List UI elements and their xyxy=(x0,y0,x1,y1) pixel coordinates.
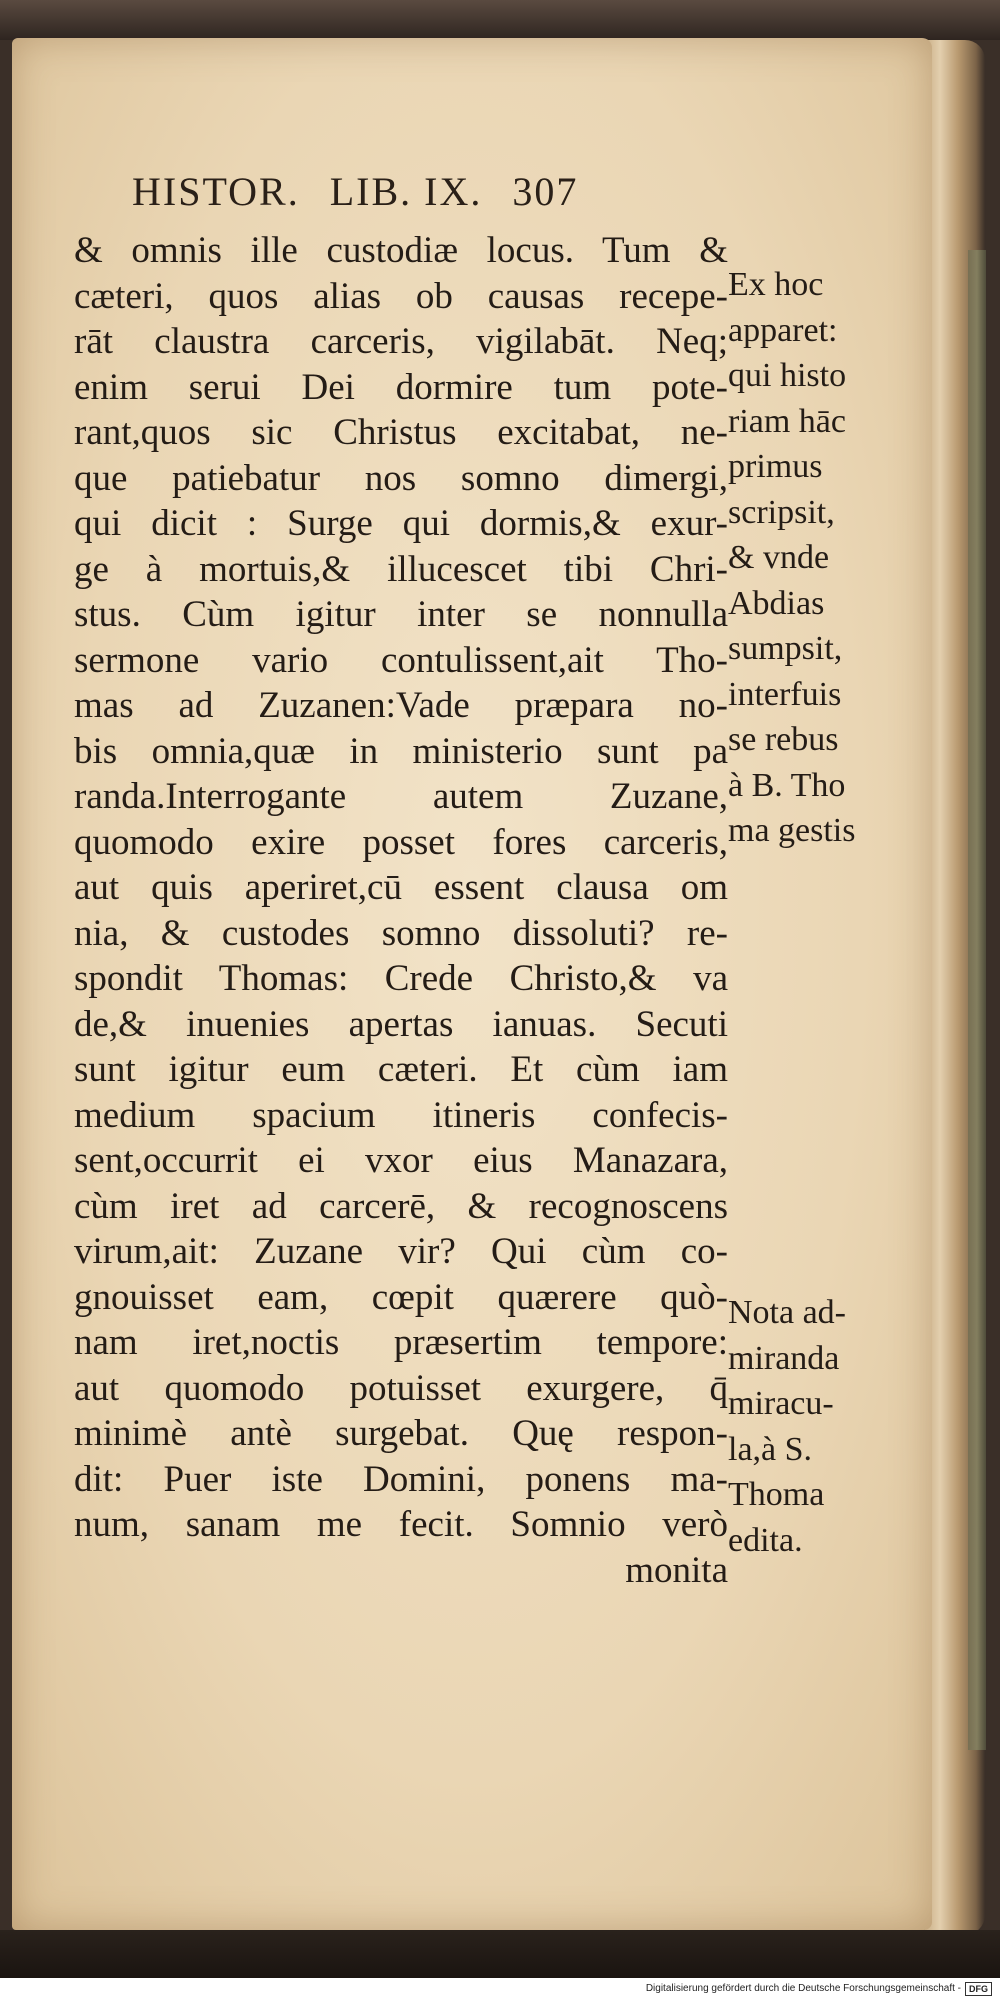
header-title: HISTOR. xyxy=(132,169,300,214)
margin-note-source xyxy=(728,262,908,854)
bookmark-ribbon xyxy=(968,250,986,1750)
text-line: aut quis aperiret,cū essent clausa om xyxy=(74,867,728,908)
text-line: bis omnia,quæ in ministerio sunt pa xyxy=(74,730,728,772)
book-bottom-edge xyxy=(0,1930,1000,1978)
catchword: monita xyxy=(625,1549,728,1591)
margin-note-line: Abdias xyxy=(728,584,825,622)
margin-note-line: miracu- xyxy=(728,1385,834,1422)
margin-note-line: riam hāc xyxy=(728,402,846,440)
text-line: dit: Puer iste Domini, ponens ma- xyxy=(74,1458,728,1500)
text-line: ge à mortuis,& illucescet tibi Chri- xyxy=(74,548,728,590)
text-line: rant,quos sic Christus excitabat, ne- xyxy=(74,412,728,453)
text-line: nam iret,noctis præsertim tempore: xyxy=(74,1322,728,1363)
dfg-logo: DFG xyxy=(965,1982,992,1996)
text-line: que patiebatur nos somno dimergi, xyxy=(74,457,728,499)
text-line: spondit Thomas: Crede Christo,& va xyxy=(74,958,728,999)
margin-note-line: ma gestis xyxy=(728,812,856,849)
text-line: medium spacium itineris confecis- xyxy=(74,1094,728,1136)
text-line: de,& inuenies apertas ianuas. Secuti xyxy=(74,1003,728,1045)
text-line: cæteri, quos alias ob causas recepe- xyxy=(74,275,728,317)
text-line: & omnis ille custodiæ locus. Tum & xyxy=(74,230,728,271)
margin-note-line: & vnde xyxy=(728,539,830,576)
page-number: 307 xyxy=(512,169,579,214)
margin-note-line: Thoma xyxy=(728,1476,825,1513)
running-header xyxy=(132,168,712,215)
text-line: quomodo exire posset fores carceris, xyxy=(74,821,728,863)
margin-note-line: edita. xyxy=(728,1521,803,1559)
text-line: cùm iret ad carcerē, & recognoscens xyxy=(74,1185,728,1227)
text-line: randa.Interrogante autem Zuzane, xyxy=(74,776,728,817)
margin-note-line: apparet: xyxy=(728,311,838,349)
margin-note-line: à B. Tho xyxy=(728,766,846,804)
main-text-block xyxy=(74,228,728,1593)
credit-text: Digitalisierung gefördert durch die Deutsche Forschungsgemeinschaft - xyxy=(645,1983,961,1994)
text-line: qui dicit : Surge qui dormis,& exur- xyxy=(74,503,728,544)
margin-note-line: la,à S. xyxy=(728,1430,813,1468)
text-line: enim serui Dei dormire tum pote- xyxy=(74,366,728,408)
margin-note-line: interfuis xyxy=(728,675,842,713)
header-book: LIB. IX. xyxy=(329,169,483,214)
margin-note-line: miranda xyxy=(728,1339,840,1377)
text-line: mas ad Zuzanen:Vade præpara no- xyxy=(74,685,728,726)
text-line: virum,ait: Zuzane vir? Qui cùm co- xyxy=(74,1231,728,1272)
digitization-credit-bar xyxy=(0,1978,1000,1999)
text-line: aut quomodo potuisset exurgere, q̄ xyxy=(74,1367,728,1409)
margin-note-line: primus xyxy=(728,448,823,485)
margin-note-line: sumpsit, xyxy=(728,630,843,667)
margin-note-miracles xyxy=(728,1290,908,1563)
text-line: gnouisset eam, cœpit quærere quò- xyxy=(74,1276,728,1318)
book-top-edge xyxy=(0,0,1000,40)
text-line: sermone vario contulissent,ait Tho- xyxy=(74,639,728,681)
margin-note-line: Nota ad- xyxy=(728,1294,847,1331)
text-line: rāt claustra carceris, vigilabāt. Neq; xyxy=(74,321,728,362)
margin-note-line: Ex hoc xyxy=(728,266,824,303)
margin-note-line: se rebus xyxy=(728,721,839,758)
margin-note-line: scripsit, xyxy=(728,493,835,531)
text-line: sunt igitur eum cæteri. Et cùm iam xyxy=(74,1049,728,1090)
text-line: nia, & custodes somno dissoluti? re- xyxy=(74,912,728,954)
margin-note-line: qui histo xyxy=(728,357,847,394)
text-line: num, sanam me fecit. Somnio verò xyxy=(74,1504,728,1545)
text-line: stus. Cùm igitur inter se nonnulla xyxy=(74,594,728,635)
text-line: sent,occurrit ei vxor eius Manazara, xyxy=(74,1140,728,1181)
text-line: minimè antè surgebat. Quę respon- xyxy=(74,1413,728,1454)
